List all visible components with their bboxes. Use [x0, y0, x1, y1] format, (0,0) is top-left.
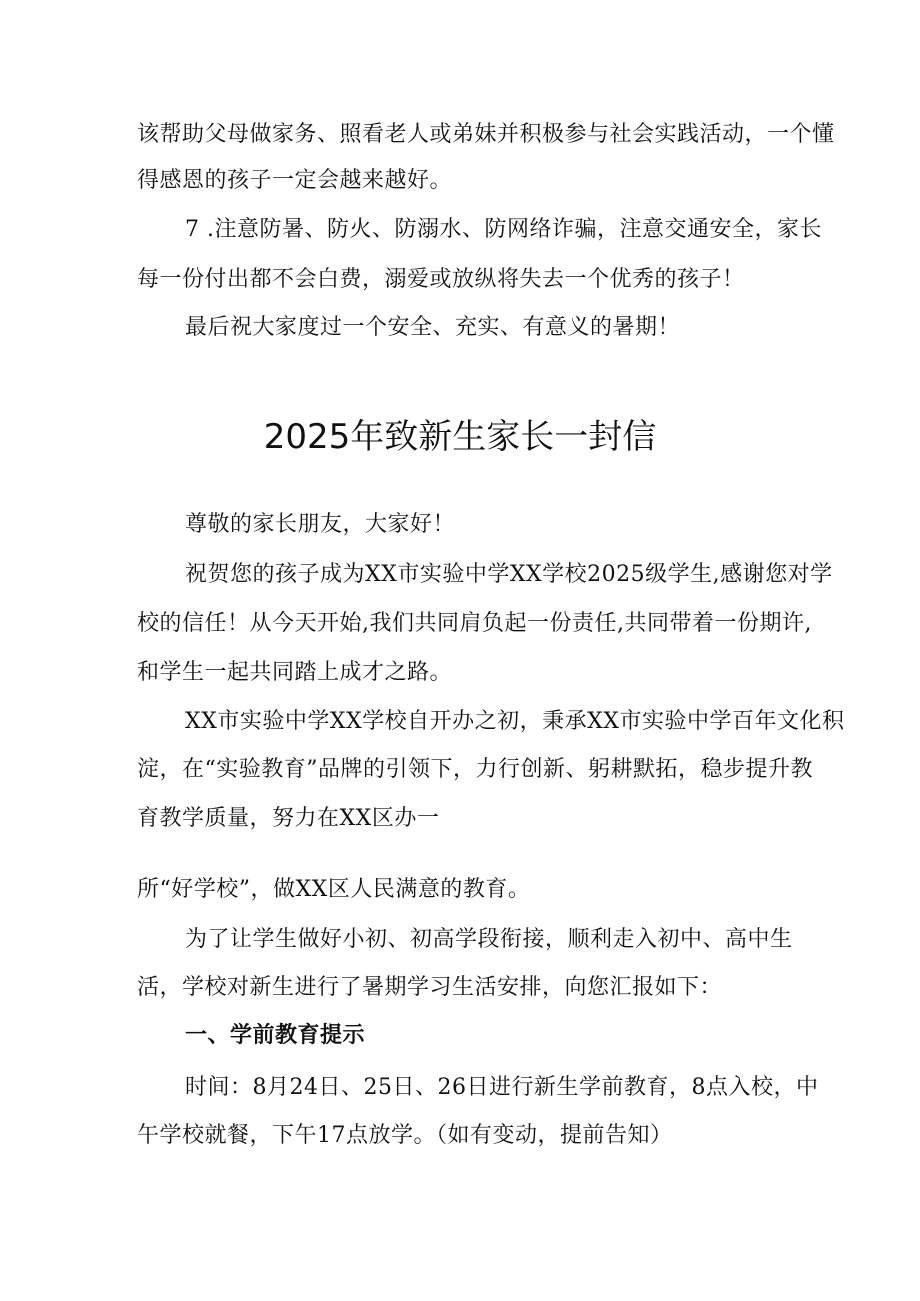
- greeting-line: 尊敬的家长朋友，大家好！: [185, 512, 456, 537]
- intro-line-2: 得感恩的孩子一定会越来越好。: [137, 168, 453, 193]
- intro-line-5: 最后祝大家度过一个安全、充实、有意义的暑期！: [185, 315, 681, 340]
- letter-line-2: 祝贺您的孩子成为XX市实验中学XX学校2025级学生,感谢您对学: [185, 562, 833, 587]
- letter-line-6: 淀，在“实验教育”品牌的引领下，力行创新、躬耕默拓，稳步提升教: [137, 757, 813, 782]
- letter-line-4: 和学生一起共同踏上成才之路。: [137, 660, 453, 685]
- intro-line-3: 7 .注意防暑、防火、防溺水、防网络诈骗，注意交通安全，家长: [185, 217, 822, 242]
- letter-line-8: 所“好学校”，做XX区人民满意的教育。: [137, 877, 531, 902]
- section-heading: 一、学前教育提示: [185, 1023, 366, 1048]
- letter-line-10: 活，学校对新生进行了暑期学习生活安排，向您汇报如下：: [137, 975, 723, 1000]
- page-title: 2025年致新生家长一封信: [263, 417, 657, 457]
- letter-line-12: 时间：8月24日、25日、26日进行新生学前教育，8点入校，中: [185, 1075, 819, 1100]
- intro-line-4: 每一份付出都不会白费，溺爱或放纵将失去一个优秀的孩子！: [137, 267, 745, 292]
- letter-line-7: 育教学质量，努力在XX区办一: [137, 806, 440, 831]
- letter-line-5: XX市实验中学XX学校自开办之初，秉承XX市实验中学百年文化积: [185, 709, 845, 734]
- letter-line-3: 校的信任！从今天开始,我们共同肩负起一份责任,共同带着一份期许,: [137, 611, 812, 636]
- letter-line-9: 为了让学生做好小初、初高学段衔接，顺利走入初中、高中生: [185, 927, 793, 952]
- letter-line-13: 午学校就餐，下午17点放学。（如有变动，提前告知）: [137, 1123, 673, 1148]
- intro-line-1: 该帮助父母做家务、照看老人或弟妹并积极参与社会实践活动，一个懂: [137, 122, 835, 147]
